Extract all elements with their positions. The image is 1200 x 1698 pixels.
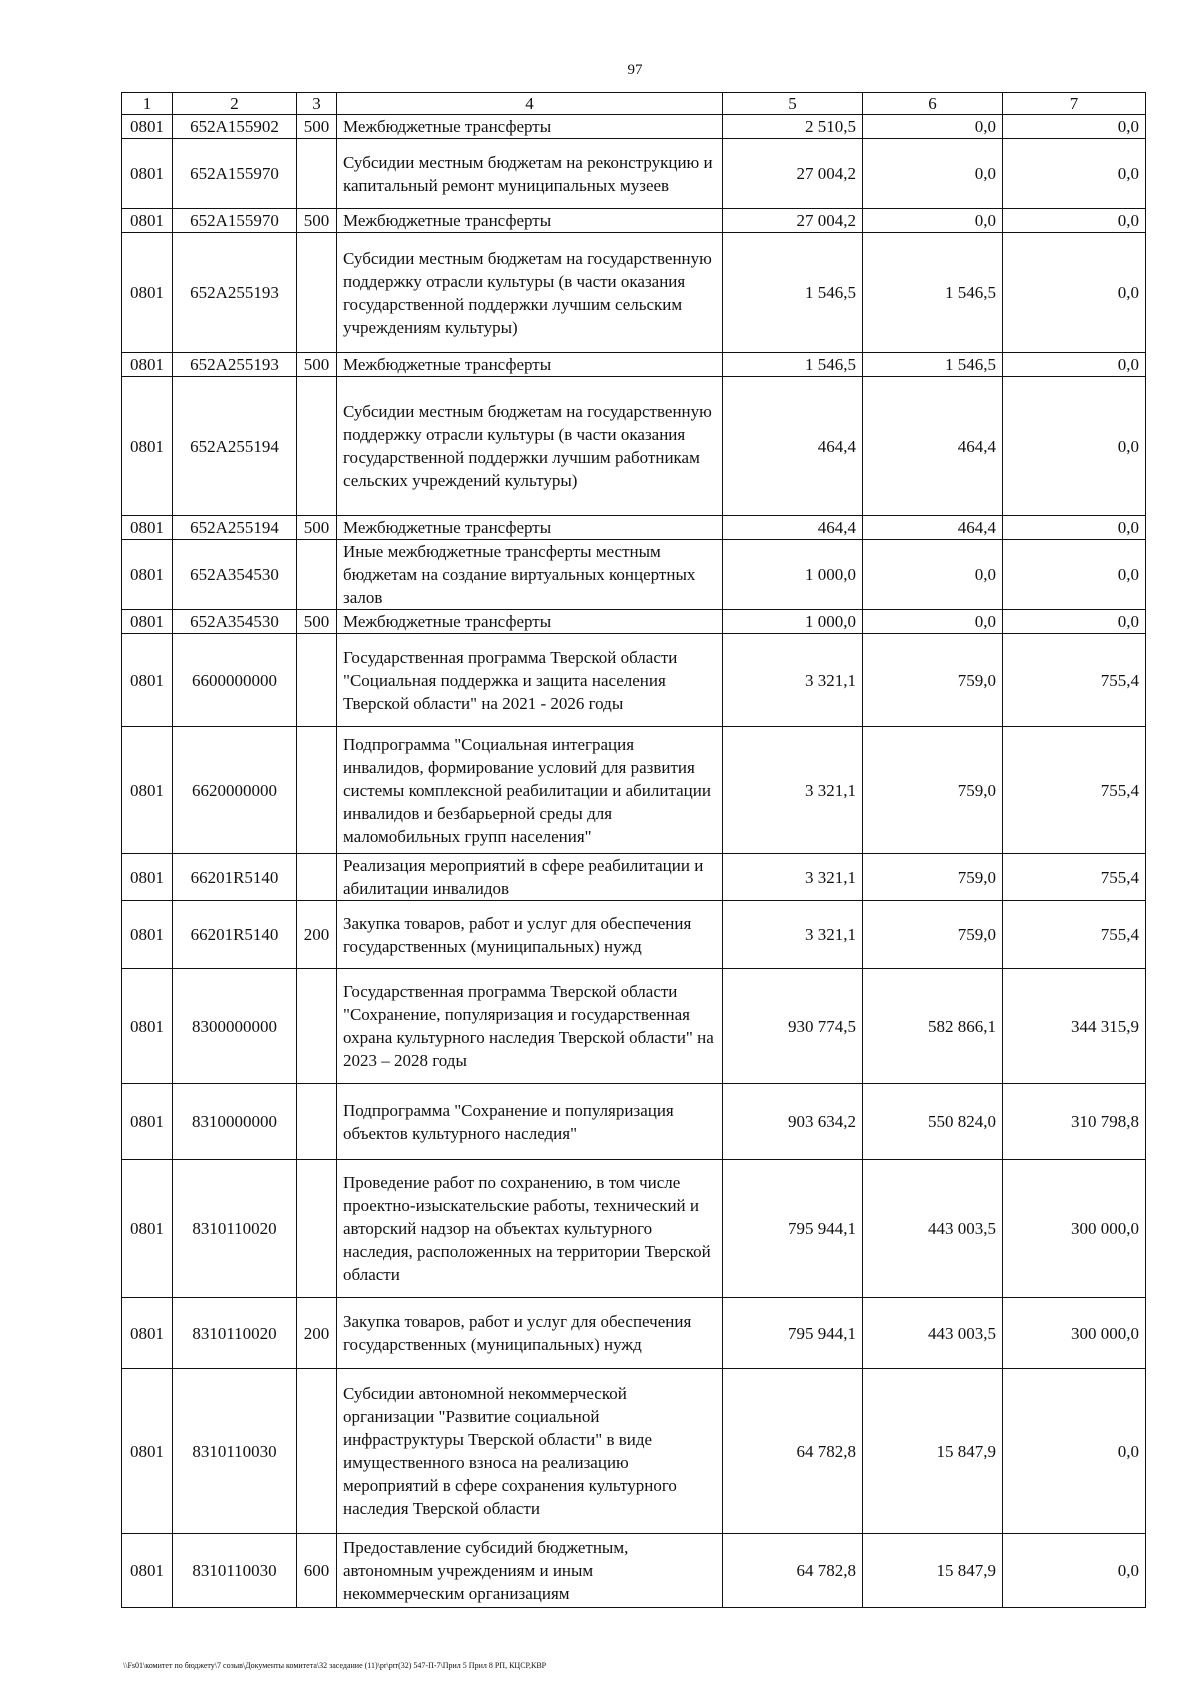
table-row bbox=[122, 209, 1146, 233]
cell-value-6: 550 824,0 bbox=[863, 1084, 1003, 1160]
cell-value-5: 64 782,8 bbox=[723, 1369, 863, 1534]
cell-value-6: 582 866,1 bbox=[863, 969, 1003, 1084]
cell-name: Закупка товаров, работ и услуг для обеспечения государственных (муниципальных) нужд bbox=[337, 901, 723, 969]
cell-section: 0801 bbox=[122, 854, 173, 901]
cell-section: 0801 bbox=[122, 634, 173, 727]
cell-value-7: 0,0 bbox=[1003, 516, 1146, 540]
footer-file-path: \\Fs01\комитет по бюджету\7 созыв\Документы комитета\32 заседание (11)\pr\prr(32) 547-П-7\Прил 5 Прил 8 РП, КЦСР,КВР bbox=[123, 1661, 547, 1670]
cell-name: Межбюджетные трансферты bbox=[337, 353, 723, 377]
cell-name: Реализация мероприятий в сфере реабилитации и абилитации инвалидов bbox=[337, 854, 723, 901]
cell-type bbox=[297, 139, 337, 209]
table-row bbox=[122, 854, 1146, 901]
cell-section: 0801 bbox=[122, 115, 173, 139]
cell-type bbox=[297, 1369, 337, 1534]
cell-name: Подпрограмма "Социальная интеграция инвалидов, формирование условий для развития системы комплексной реабилитации и абилитации инвалидов и безбарьерной среды для маломобильных групп населения" bbox=[337, 727, 723, 854]
cell-value-7: 344 315,9 bbox=[1003, 969, 1146, 1084]
cell-value-7: 0,0 bbox=[1003, 139, 1146, 209]
cell-section: 0801 bbox=[122, 969, 173, 1084]
cell-value-5: 795 944,1 bbox=[723, 1298, 863, 1369]
header-col-2: 2 bbox=[173, 93, 297, 115]
table-row bbox=[122, 115, 1146, 139]
cell-value-5: 3 321,1 bbox=[723, 727, 863, 854]
cell-value-6: 15 847,9 bbox=[863, 1534, 1003, 1608]
cell-value-5: 1 000,0 bbox=[723, 610, 863, 634]
cell-type: 500 bbox=[297, 353, 337, 377]
cell-type: 200 bbox=[297, 1298, 337, 1369]
cell-section: 0801 bbox=[122, 377, 173, 516]
cell-section: 0801 bbox=[122, 1160, 173, 1298]
cell-value-7: 755,4 bbox=[1003, 634, 1146, 727]
cell-section: 0801 bbox=[122, 1534, 173, 1608]
header-col-7: 7 bbox=[1003, 93, 1146, 115]
cell-name: Межбюджетные трансферты bbox=[337, 516, 723, 540]
cell-value-7: 0,0 bbox=[1003, 209, 1146, 233]
cell-name: Государственная программа Тверской области "Социальная поддержка и защита населения Тверской области" на 2021 - 2026 годы bbox=[337, 634, 723, 727]
table-row bbox=[122, 969, 1146, 1084]
table-row bbox=[122, 233, 1146, 353]
table-row bbox=[122, 1534, 1146, 1608]
cell-type bbox=[297, 727, 337, 854]
cell-section: 0801 bbox=[122, 353, 173, 377]
cell-value-7: 300 000,0 bbox=[1003, 1160, 1146, 1298]
cell-section: 0801 bbox=[122, 540, 173, 610]
cell-value-7: 300 000,0 bbox=[1003, 1298, 1146, 1369]
table-row bbox=[122, 353, 1146, 377]
cell-code: 652A255193 bbox=[173, 353, 297, 377]
cell-value-6: 759,0 bbox=[863, 727, 1003, 854]
table-row bbox=[122, 377, 1146, 516]
cell-value-7: 0,0 bbox=[1003, 233, 1146, 353]
cell-value-7: 755,4 bbox=[1003, 854, 1146, 901]
cell-value-7: 0,0 bbox=[1003, 1369, 1146, 1534]
cell-name: Субсидии местным бюджетам на государственную поддержку отрасли культуры (в части оказания государственной поддержки лучшим работникам сельских учреждений культуры) bbox=[337, 377, 723, 516]
cell-code: 652A354530 bbox=[173, 610, 297, 634]
cell-value-7: 0,0 bbox=[1003, 353, 1146, 377]
cell-type: 500 bbox=[297, 115, 337, 139]
cell-code: 652A255194 bbox=[173, 516, 297, 540]
cell-code: 652A155970 bbox=[173, 209, 297, 233]
table-row bbox=[122, 540, 1146, 610]
table-row bbox=[122, 516, 1146, 540]
header-col-1: 1 bbox=[122, 93, 173, 115]
cell-value-5: 1 546,5 bbox=[723, 353, 863, 377]
header-col-3: 3 bbox=[297, 93, 337, 115]
cell-code: 8300000000 bbox=[173, 969, 297, 1084]
cell-value-6: 464,4 bbox=[863, 377, 1003, 516]
table-row bbox=[122, 139, 1146, 209]
cell-value-7: 0,0 bbox=[1003, 115, 1146, 139]
cell-value-6: 0,0 bbox=[863, 115, 1003, 139]
cell-name: Предоставление субсидий бюджетным, автономным учреждениям и иным некоммерческим организациям bbox=[337, 1534, 723, 1608]
cell-section: 0801 bbox=[122, 1298, 173, 1369]
table-row bbox=[122, 901, 1146, 969]
cell-value-6: 0,0 bbox=[863, 209, 1003, 233]
cell-section: 0801 bbox=[122, 233, 173, 353]
table-row bbox=[122, 727, 1146, 854]
cell-value-6: 15 847,9 bbox=[863, 1369, 1003, 1534]
cell-value-5: 27 004,2 bbox=[723, 139, 863, 209]
cell-value-5: 464,4 bbox=[723, 377, 863, 516]
cell-value-5: 3 321,1 bbox=[723, 901, 863, 969]
cell-code: 8310110030 bbox=[173, 1369, 297, 1534]
cell-code: 8310000000 bbox=[173, 1084, 297, 1160]
cell-value-6: 1 546,5 bbox=[863, 353, 1003, 377]
cell-value-5: 64 782,8 bbox=[723, 1534, 863, 1608]
cell-code: 6600000000 bbox=[173, 634, 297, 727]
cell-name: Межбюджетные трансферты bbox=[337, 209, 723, 233]
cell-name: Проведение работ по сохранению, в том числе проектно-изыскательские работы, технический и авторский надзор на объектах культурного наследия, расположенных на территории Тверской области bbox=[337, 1160, 723, 1298]
cell-type: 200 bbox=[297, 901, 337, 969]
header-col-6: 6 bbox=[863, 93, 1003, 115]
cell-code: 8310110030 bbox=[173, 1534, 297, 1608]
cell-type bbox=[297, 854, 337, 901]
cell-type bbox=[297, 233, 337, 353]
cell-value-5: 930 774,5 bbox=[723, 969, 863, 1084]
cell-value-6: 443 003,5 bbox=[863, 1160, 1003, 1298]
cell-value-6: 443 003,5 bbox=[863, 1298, 1003, 1369]
cell-value-7: 0,0 bbox=[1003, 377, 1146, 516]
cell-code: 8310110020 bbox=[173, 1298, 297, 1369]
budget-table bbox=[121, 92, 1146, 1608]
cell-value-5: 3 321,1 bbox=[723, 854, 863, 901]
cell-type: 500 bbox=[297, 209, 337, 233]
cell-value-7: 0,0 bbox=[1003, 610, 1146, 634]
cell-type bbox=[297, 969, 337, 1084]
cell-section: 0801 bbox=[122, 1084, 173, 1160]
cell-value-7: 0,0 bbox=[1003, 1534, 1146, 1608]
cell-code: 66201R5140 bbox=[173, 901, 297, 969]
cell-section: 0801 bbox=[122, 1369, 173, 1534]
cell-value-6: 1 546,5 bbox=[863, 233, 1003, 353]
cell-type bbox=[297, 540, 337, 610]
cell-value-5: 1 000,0 bbox=[723, 540, 863, 610]
page-number: 97 bbox=[627, 62, 643, 78]
cell-value-6: 759,0 bbox=[863, 901, 1003, 969]
table-row bbox=[122, 634, 1146, 727]
cell-name: Подпрограмма "Сохранение и популяризация объектов культурного наследия" bbox=[337, 1084, 723, 1160]
header-col-4: 4 bbox=[337, 93, 723, 115]
cell-name: Межбюджетные трансферты bbox=[337, 115, 723, 139]
cell-value-5: 27 004,2 bbox=[723, 209, 863, 233]
cell-value-7: 755,4 bbox=[1003, 727, 1146, 854]
cell-code: 66201R5140 bbox=[173, 854, 297, 901]
cell-name: Субсидии местным бюджетам на реконструкцию и капитальный ремонт муниципальных музеев bbox=[337, 139, 723, 209]
cell-value-6: 0,0 bbox=[863, 139, 1003, 209]
cell-name: Субсидии местным бюджетам на государственную поддержку отрасли культуры (в части оказания государственной поддержки лучшим сельским учреждениям культуры) bbox=[337, 233, 723, 353]
cell-value-5: 903 634,2 bbox=[723, 1084, 863, 1160]
cell-value-7: 0,0 bbox=[1003, 540, 1146, 610]
cell-name: Межбюджетные трансферты bbox=[337, 610, 723, 634]
cell-section: 0801 bbox=[122, 139, 173, 209]
cell-code: 652A354530 bbox=[173, 540, 297, 610]
cell-value-5: 3 321,1 bbox=[723, 634, 863, 727]
cell-code: 6620000000 bbox=[173, 727, 297, 854]
cell-code: 652A255194 bbox=[173, 377, 297, 516]
cell-section: 0801 bbox=[122, 209, 173, 233]
header-row bbox=[122, 93, 1146, 115]
cell-type bbox=[297, 1160, 337, 1298]
cell-value-6: 759,0 bbox=[863, 854, 1003, 901]
cell-type bbox=[297, 634, 337, 727]
table-row bbox=[122, 1369, 1146, 1534]
cell-section: 0801 bbox=[122, 516, 173, 540]
cell-value-5: 464,4 bbox=[723, 516, 863, 540]
cell-value-6: 0,0 bbox=[863, 610, 1003, 634]
header-col-5: 5 bbox=[723, 93, 863, 115]
cell-value-7: 310 798,8 bbox=[1003, 1084, 1146, 1160]
cell-name: Государственная программа Тверской области "Сохранение, популяризация и государственная охрана культурного наследия Тверской области" на 2023 – 2028 годы bbox=[337, 969, 723, 1084]
cell-type bbox=[297, 1084, 337, 1160]
cell-code: 652A155902 bbox=[173, 115, 297, 139]
cell-section: 0801 bbox=[122, 901, 173, 969]
cell-value-6: 0,0 bbox=[863, 540, 1003, 610]
cell-value-5: 1 546,5 bbox=[723, 233, 863, 353]
cell-value-5: 2 510,5 bbox=[723, 115, 863, 139]
cell-section: 0801 bbox=[122, 610, 173, 634]
table-row bbox=[122, 1298, 1146, 1369]
cell-value-5: 795 944,1 bbox=[723, 1160, 863, 1298]
table-row bbox=[122, 1084, 1146, 1160]
cell-value-7: 755,4 bbox=[1003, 901, 1146, 969]
cell-section: 0801 bbox=[122, 727, 173, 854]
cell-type: 500 bbox=[297, 610, 337, 634]
cell-code: 652A155970 bbox=[173, 139, 297, 209]
cell-type: 500 bbox=[297, 516, 337, 540]
cell-value-6: 759,0 bbox=[863, 634, 1003, 727]
cell-type: 600 bbox=[297, 1534, 337, 1608]
cell-code: 8310110020 bbox=[173, 1160, 297, 1298]
cell-value-6: 464,4 bbox=[863, 516, 1003, 540]
cell-type bbox=[297, 377, 337, 516]
cell-code: 652A255193 bbox=[173, 233, 297, 353]
table-row bbox=[122, 610, 1146, 634]
cell-name: Закупка товаров, работ и услуг для обеспечения государственных (муниципальных) нужд bbox=[337, 1298, 723, 1369]
table-row bbox=[122, 1160, 1146, 1298]
cell-name: Иные межбюджетные трансферты местным бюджетам на создание виртуальных концертных залов bbox=[337, 540, 723, 610]
cell-name: Субсидии автономной некоммерческой организации "Развитие социальной инфраструктуры Тверской области" в виде имущественного взноса на реализацию мероприятий в сфере сохранения культурного наследия Тверской области bbox=[337, 1369, 723, 1534]
